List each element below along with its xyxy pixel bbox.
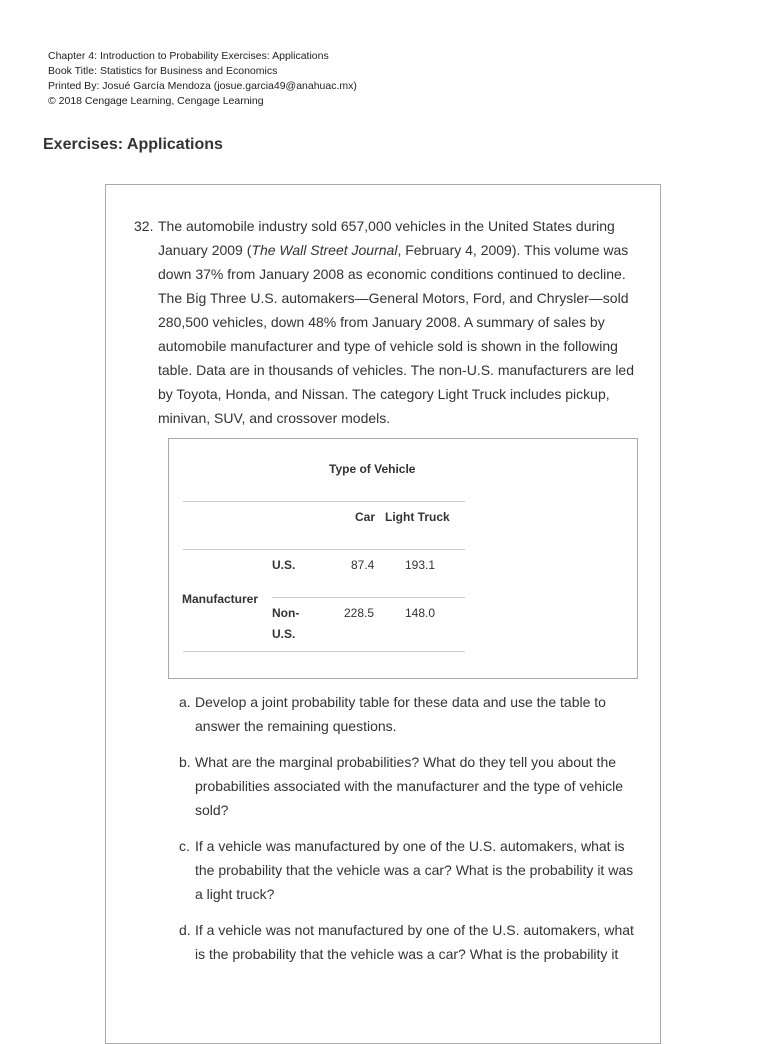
problem-text: The automobile industry sold 657,000 vehicles in the United States during January 2009 (The Wall Street Journal, February 4, 2009). This volume was down 37% from January 2008 as economic conditions continued to decline. The Big Three U.S. automakers—General Motors, Ford, and Chrysler—sold 280,500 vehicles, down 48% from January 2008. A summary of sales by automobile manufacturer and type of vehicle sold is shown in the following table. Data are in thousands of vehicles. The non-U.S. manufacturers are led by Toyota, Honda, and Nissan. The category Light Truck includes pickup, minivan, SUV, and crossover models.: [158, 218, 635, 426]
part-d: [179, 918, 644, 966]
book-title-line: Book Title: Statistics for Business and Economics: [48, 65, 278, 77]
journal-title: The Wall Street Journal: [251, 242, 398, 258]
part-text: If a vehicle was not manufactured by one of the U.S. automakers, what is the probability that the vehicle was a car? What is the probability it: [195, 922, 634, 962]
part-text: Develop a joint probability table for these data and use the table to answer the remaining questions.: [195, 694, 606, 734]
question-parts: [179, 690, 644, 978]
cell-non-us-car: 228.5: [344, 606, 375, 620]
table-rule: [183, 651, 465, 652]
table-rule: [183, 549, 465, 550]
sales-table: [168, 438, 638, 679]
print-header: [48, 49, 357, 109]
problem-32: [134, 214, 644, 430]
part-label: c.: [179, 838, 190, 854]
part-label: d.: [179, 922, 191, 938]
part-a: [179, 690, 644, 738]
part-text: If a vehicle was manufactured by one of the U.S. automakers, what is the probability that the vehicle was a car? What is the probability it was a light truck?: [195, 838, 634, 902]
chapter-line: Chapter 4: Introduction to Probability Exercises: Applications: [48, 50, 329, 62]
row-label-non-us-line1: Non-: [272, 606, 300, 620]
type-of-vehicle-header: Type of Vehicle: [329, 462, 416, 476]
row-label-non-us-line2: U.S.: [272, 627, 296, 641]
row-group-manufacturer: Manufacturer: [182, 592, 259, 606]
cell-non-us-light-truck: 148.0: [405, 606, 436, 620]
row-label-us: U.S.: [272, 558, 296, 572]
table-rule: [183, 501, 465, 502]
cell-us-car: 87.4: [351, 558, 375, 572]
part-b: [179, 750, 644, 822]
part-text: What are the marginal probabilities? What do they tell you about the probabilities associated with the manufacturer and the type of vehicle sold?: [195, 754, 624, 818]
table-rule: [272, 597, 465, 598]
part-label: a.: [179, 694, 191, 710]
copyright-line: © 2018 Cengage Learning, Cengage Learning: [48, 95, 264, 107]
col-header-light-truck: Light Truck: [385, 510, 450, 524]
cell-us-light-truck: 193.1: [405, 558, 436, 572]
part-c: [179, 834, 644, 906]
col-header-car: Car: [355, 510, 376, 524]
part-label: b.: [179, 754, 191, 770]
problem-number: 32.: [134, 218, 154, 234]
section-title: Exercises: Applications: [43, 136, 223, 153]
printed-by-line: Printed By: Josué García Mendoza (josue.garcia49@anahuac.mx): [48, 80, 357, 92]
